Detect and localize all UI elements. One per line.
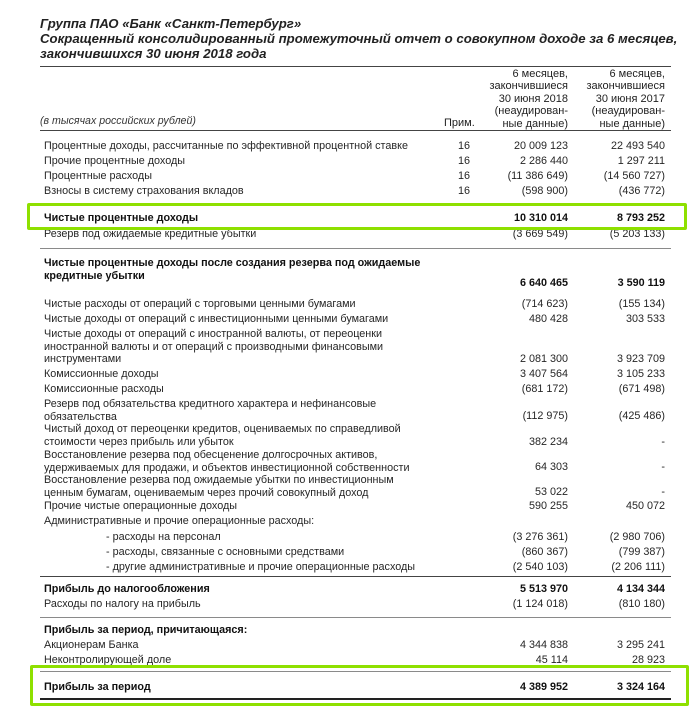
note-column-header: Прим. <box>444 117 475 129</box>
row-label-line: Восстановление резерва под ожидаемые убытки по инвестиционным <box>44 474 394 486</box>
company-name: Группа ПАО «Банк «Санкт-Петербург» <box>40 16 302 31</box>
row-label: Административные и прочие операционные расходы: <box>44 515 315 527</box>
value-2018: (598 900) <box>521 185 568 197</box>
row-label: Расходы по налогу на прибыль <box>44 598 201 610</box>
row-label-line: стоимости через прибыль или убыток <box>44 435 234 448</box>
row-divider <box>40 248 671 249</box>
row-label: Прочие чистые операционные доходы <box>44 500 238 512</box>
col2018-line: (неаудирован- <box>494 105 568 118</box>
value-2017: (671 498) <box>618 383 665 395</box>
value-2017: 3 923 709 <box>616 353 665 365</box>
value-2018: 382 234 <box>528 436 568 448</box>
row-label-line: обязательства <box>44 410 117 423</box>
row-divider <box>40 617 671 618</box>
col2017-line: (неаудирован- <box>591 105 665 118</box>
value-2017: (14 560 727) <box>603 170 665 182</box>
row-label-line: кредитные убытки <box>44 269 145 282</box>
value-2018: 590 255 <box>528 500 568 512</box>
value-2018: (3 276 361) <box>512 531 568 543</box>
value-2017: (2 980 706) <box>609 531 665 543</box>
row-label: Чистые доходы от операций с инвестиционными ценными бумагами <box>44 313 389 325</box>
row-label-line: иностранной валюты и от операций с производными финансовыми <box>44 340 384 353</box>
col2018-line: закончившиеся <box>489 80 568 93</box>
row-note: 16 <box>458 185 471 197</box>
table-row <box>40 398 671 426</box>
highlight-profit-for-period <box>30 665 689 706</box>
value-2018: 5 513 970 <box>519 583 568 595</box>
row-label: - расходы на персонал <box>106 531 221 543</box>
table-row <box>40 257 671 297</box>
value-2017: 3 295 241 <box>616 639 665 651</box>
row-divider <box>40 576 671 577</box>
report-title-line1: Сокращенный консолидированный промежуточный отчет о совокупном доходе за 6 месяцев, <box>40 31 678 46</box>
report-title <box>40 16 690 61</box>
report-title-line2: закончившихся 30 июня 2018 года <box>40 46 267 61</box>
value-2017: 3 324 164 <box>616 681 665 693</box>
row-label: Чистые процентные доходы <box>44 212 199 224</box>
col2018-line: 30 июня 2018 <box>498 92 568 105</box>
value-2017: 28 923 <box>631 654 665 666</box>
value-2018: (3 669 549) <box>512 228 568 240</box>
row-label: - другие административные и прочие операционные расходы <box>106 561 416 573</box>
col2017-line: 30 июня 2017 <box>595 92 665 105</box>
value-2017: - <box>661 461 665 473</box>
value-2017: - <box>661 436 665 448</box>
row-label: - расходы, связанные с основными средствами <box>106 546 345 558</box>
row-label-line: Чистые процентные доходы после создания резерва под ожидаемые <box>44 257 421 269</box>
row-label <box>44 328 444 366</box>
row-label: Взносы в систему страхования вкладов <box>44 185 244 197</box>
row-label-line: Чистый доход от переоценки кредитов, оцениваемых по справедливой <box>44 423 401 435</box>
value-2017: 1 297 211 <box>617 155 665 167</box>
value-2017: (799 387) <box>618 546 665 558</box>
value-2018: 4 344 838 <box>519 639 568 651</box>
col2018-line: 6 месяцев, <box>512 68 568 80</box>
row-label <box>44 398 444 423</box>
value-2018: (681 172) <box>521 383 568 395</box>
row-label: Чистые расходы от операций с торговыми ценными бумагами <box>44 298 356 310</box>
value-2018: 10 310 014 <box>513 212 568 224</box>
col2018-line: ные данные) <box>502 117 568 130</box>
row-label <box>44 423 444 448</box>
column-header-2017 <box>567 68 665 130</box>
value-2018: (1 124 018) <box>512 598 568 610</box>
table-row <box>40 423 671 451</box>
row-label-line: ценным бумагам, оцениваемым через прочий совокупный доход <box>44 486 369 499</box>
value-2017: (810 180) <box>618 598 665 610</box>
value-2018: 4 389 952 <box>519 681 568 693</box>
value-2017: 3 105 233 <box>616 368 665 380</box>
row-label: Акционерам Банка <box>44 639 139 651</box>
table-row <box>40 328 671 368</box>
row-label <box>44 474 444 499</box>
value-2018: (714 623) <box>521 298 568 310</box>
row-note: 16 <box>458 170 471 182</box>
column-header-2018 <box>470 68 568 130</box>
value-2018: 6 640 465 <box>519 277 568 289</box>
value-2018: 53 022 <box>534 486 568 498</box>
value-2017: (155 134) <box>618 298 665 310</box>
value-2017: 4 134 344 <box>616 583 665 595</box>
value-2017: (5 203 133) <box>609 228 665 240</box>
col2017-line: 6 месяцев, <box>609 68 665 80</box>
row-label-line: Восстановление резерва под обесценение долгосрочных активов, <box>44 449 378 461</box>
row-label: Процентные доходы, рассчитанные по эффективной процентной ставке <box>44 140 408 152</box>
row-label <box>44 257 444 282</box>
value-2017: 450 072 <box>625 500 665 512</box>
value-2017: (2 206 111) <box>611 561 665 573</box>
value-2018: 20 009 123 <box>513 140 568 152</box>
unit-label: (в тысячах российских рублей) <box>40 115 196 127</box>
row-label-line: инструментами <box>44 353 122 366</box>
value-2018: (2 540 103) <box>512 561 568 573</box>
row-label: Прочие процентные доходы <box>44 155 186 167</box>
row-label-line: Чистые доходы от операций с иностранной валюты, от переоценки <box>44 328 383 340</box>
row-label-line: удерживаемых для продажи, и объектов инвестиционной собственности <box>44 461 410 474</box>
table-row <box>40 449 671 477</box>
value-2018: 2 286 440 <box>519 155 568 167</box>
value-2017: (436 772) <box>618 185 665 197</box>
value-2018: 480 428 <box>528 313 568 325</box>
value-2018: 64 303 <box>534 461 568 473</box>
row-label <box>44 449 444 474</box>
row-label: Неконтролирующей доле <box>44 654 172 666</box>
value-2017: (425 486) <box>618 410 665 422</box>
value-2017: 22 493 540 <box>610 140 665 152</box>
row-label: Прибыль за период, причитающаяся: <box>44 624 248 636</box>
row-note: 16 <box>458 155 471 167</box>
row-label: Комиссионные расходы <box>44 383 164 395</box>
highlight-net-interest-income <box>27 203 687 230</box>
value-2018: 2 081 300 <box>519 353 568 365</box>
value-2018: (860 367) <box>521 546 568 558</box>
value-2017: - <box>661 486 665 498</box>
value-2018: 3 407 564 <box>519 368 568 380</box>
value-2018: 45 114 <box>535 654 568 666</box>
header-top-rule <box>40 66 671 67</box>
value-2017: 303 533 <box>625 313 665 325</box>
value-2018: (11 386 649) <box>507 170 568 182</box>
value-2017: 3 590 119 <box>617 277 665 289</box>
col2017-line: ные данные) <box>599 117 665 130</box>
row-label-line: Резерв под обязательства кредитного характера и нефинансовые <box>44 398 377 410</box>
row-note: 16 <box>458 140 471 152</box>
row-label: Прибыль до налогообложения <box>44 583 210 595</box>
value-2017: 8 793 252 <box>616 212 665 224</box>
table-row <box>40 474 671 502</box>
col2017-line: закончившиеся <box>586 80 665 93</box>
row-label: Комиссионные доходы <box>44 368 159 380</box>
row-label: Прибыль за период <box>44 681 151 693</box>
value-2018: (112 975) <box>522 410 568 422</box>
row-label: Резерв под ожидаемые кредитные убытки <box>44 228 257 240</box>
row-label: Процентные расходы <box>44 170 152 182</box>
header-bottom-rule <box>40 130 671 131</box>
